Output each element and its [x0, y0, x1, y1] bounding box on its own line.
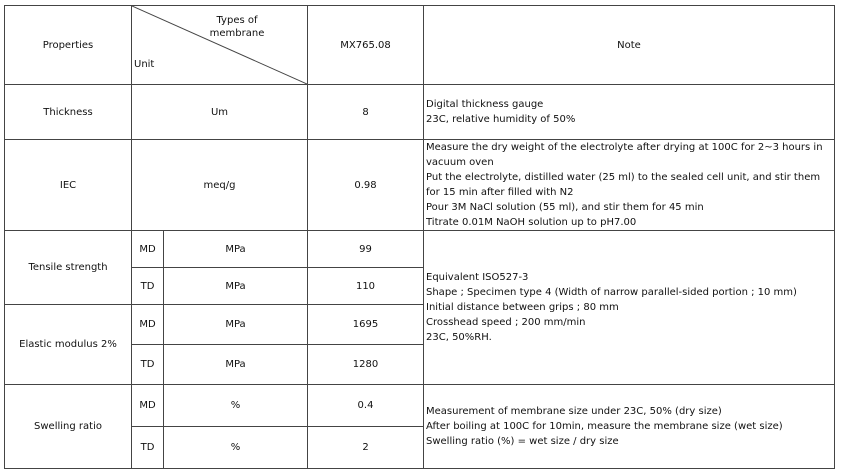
- swelling-td-direction: TD: [132, 427, 164, 469]
- swelling-md-direction: MD: [132, 385, 164, 427]
- thickness-unit: Um: [132, 85, 308, 140]
- swelling-md-value: 0.4: [308, 385, 424, 427]
- note-line: After boiling at 100C for 10min, measure the membrane size (wet size): [426, 421, 783, 432]
- swelling-note: [424, 385, 835, 469]
- header-types-line2: membrane: [209, 28, 265, 39]
- tensile-td-direction: TD: [132, 268, 164, 305]
- tensile-md-value: 99: [308, 231, 424, 268]
- swelling-property: Swelling ratio: [5, 385, 132, 469]
- elastic-td-value: 1280: [308, 345, 424, 385]
- swelling-td-unit: %: [164, 427, 308, 469]
- tensile-property: Tensile strength: [5, 231, 132, 305]
- mechanical-note: [424, 231, 835, 385]
- note-line: vacuum oven: [426, 157, 494, 168]
- note-line: Initial distance between grips ; 80 mm: [426, 302, 619, 313]
- membrane-spec-table: [4, 5, 835, 469]
- header-row: [5, 6, 835, 85]
- elastic-td-unit: MPa: [164, 345, 308, 385]
- swelling-td-value: 2: [308, 427, 424, 469]
- note-line: Crosshead speed ; 200 mm/min: [426, 317, 586, 328]
- elastic-md-unit: MPa: [164, 305, 308, 345]
- tensile-md-unit: MPa: [164, 231, 308, 268]
- elastic-md-direction: MD: [132, 305, 164, 345]
- header-types-of-membrane: [202, 14, 272, 40]
- elastic-td-direction: TD: [132, 345, 164, 385]
- tensile-td-value: 110: [308, 268, 424, 305]
- thickness-value: 8: [308, 85, 424, 140]
- header-diagonal-cell: [132, 6, 308, 85]
- note-line: Swelling ratio (%) = wet size / dry size: [426, 436, 619, 447]
- note-line: Equivalent ISO527-3: [426, 272, 529, 283]
- iec-property: IEC: [5, 140, 132, 231]
- row-tensile-md: [5, 231, 835, 268]
- iec-unit: meq/g: [132, 140, 308, 231]
- note-line: for 15 min after filled with N2: [426, 187, 574, 198]
- elastic-property: Elastic modulus 2%: [5, 305, 132, 385]
- swelling-md-unit: %: [164, 385, 308, 427]
- note-line: Put the electrolyte, distilled water (25 ml) to the sealed cell unit, and stir them: [426, 172, 821, 183]
- note-line: 23C, relative humidity of 50%: [426, 114, 576, 125]
- header-types-line1: Types of: [216, 15, 258, 26]
- row-thickness: [5, 85, 835, 140]
- note-line: Pour 3M NaCl solution (55 ml), and stir them for 45 min: [426, 202, 704, 213]
- note-line: Titrate 0.01M NaOH solution up to pH7.00: [426, 217, 637, 228]
- note-line: Shape ; Specimen type 4 (Width of narrow parallel-sided portion ; 10 mm): [426, 287, 797, 298]
- header-properties: Properties: [5, 6, 132, 85]
- tensile-td-unit: MPa: [164, 268, 308, 305]
- row-iec: [5, 140, 835, 231]
- note-line: 23C, 50%RH.: [426, 332, 492, 343]
- header-product: MX765.08: [308, 6, 424, 85]
- header-unit: Unit: [134, 59, 155, 70]
- iec-note: [424, 140, 835, 231]
- note-line: Digital thickness gauge: [426, 99, 544, 110]
- note-line: Measure the dry weight of the electrolyte after drying at 100C for 2~3 hours in: [426, 142, 823, 153]
- iec-value: 0.98: [308, 140, 424, 231]
- note-line: Measurement of membrane size under 23C, 50% (dry size): [426, 406, 722, 417]
- thickness-note: [424, 85, 835, 140]
- elastic-md-value: 1695: [308, 305, 424, 345]
- row-swelling-md: [5, 385, 835, 427]
- tensile-md-direction: MD: [132, 231, 164, 268]
- thickness-property: Thickness: [5, 85, 132, 140]
- header-note: Note: [424, 6, 835, 85]
